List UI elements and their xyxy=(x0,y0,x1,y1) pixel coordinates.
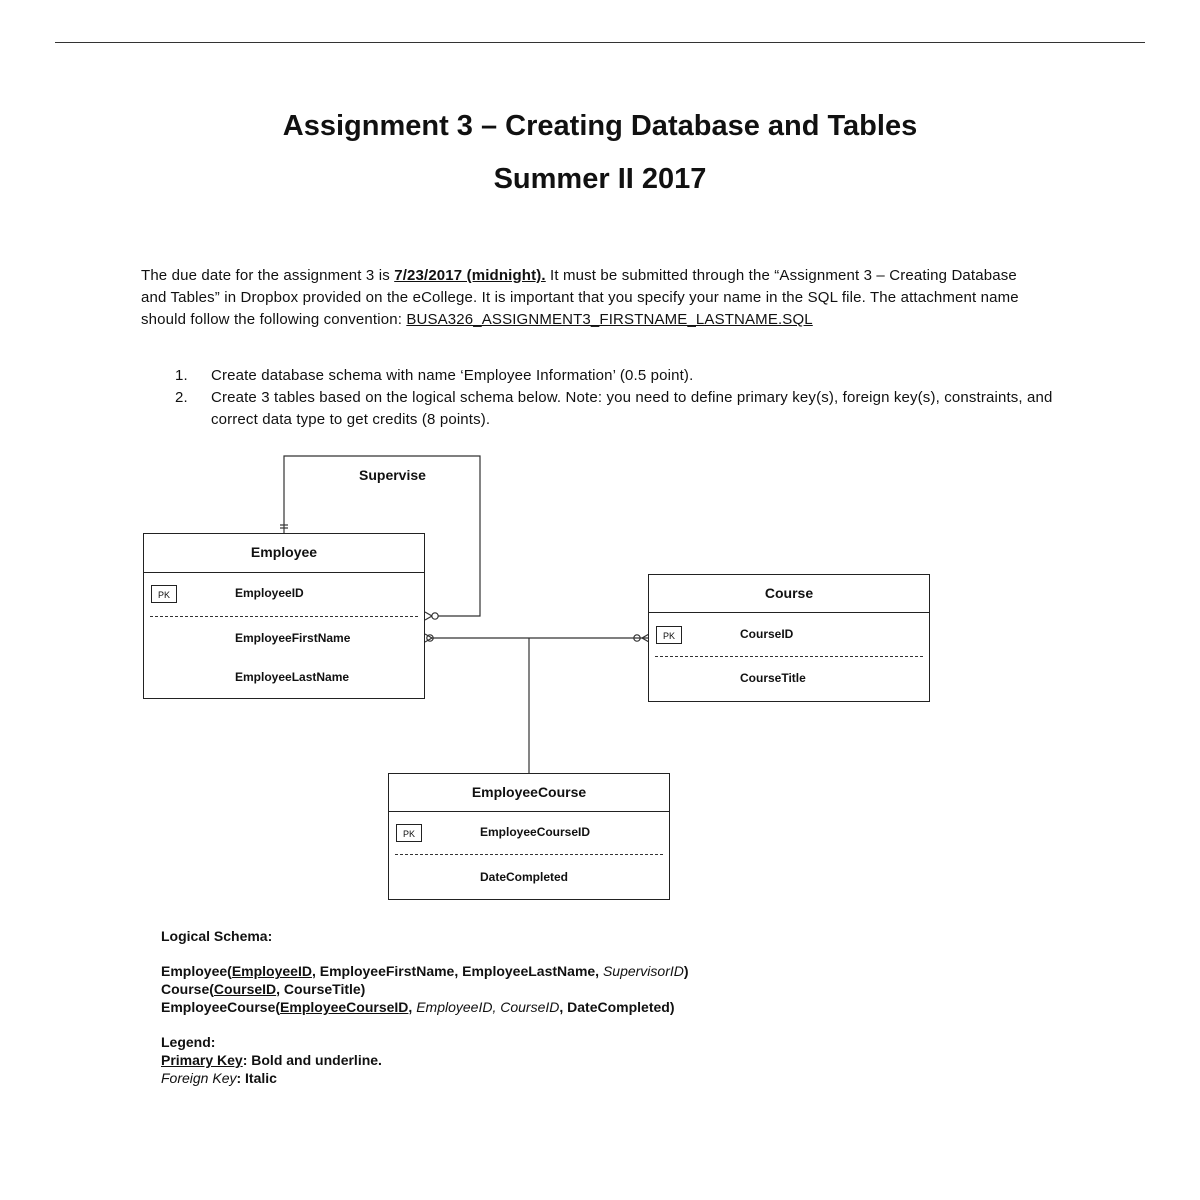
entity-divider xyxy=(389,811,669,812)
key-divider xyxy=(655,656,923,657)
primary-key: CourseID xyxy=(213,981,277,997)
primary-key: EmployeeID xyxy=(231,963,312,979)
entity-title: Employee xyxy=(250,544,318,560)
relationship-label: Supervise xyxy=(359,467,426,483)
pk-badge: PK xyxy=(656,626,682,644)
pk-badge: PK xyxy=(396,824,422,842)
crowfoot-line xyxy=(425,612,432,616)
task-text: Create database schema with name ‘Employee Information’ (0.5 point). xyxy=(211,367,694,384)
intro-text-body: It must be submitted through the “Assignment 3 – Creating Database and Tables” in Dropbox provided on the eCollege. It is important that you specify your name in the SQL file. The attachment name should follow the following convention: xyxy=(141,267,1019,328)
intro-text-start: The due date for the assignment 3 is xyxy=(141,267,395,284)
course-schema xyxy=(161,980,689,998)
legend-fk-desc: : Italic xyxy=(236,1070,277,1086)
employee-schema xyxy=(161,962,689,980)
key-divider xyxy=(395,854,663,855)
employeecourse-schema xyxy=(161,998,689,1016)
columns: , EmployeeFirstName, EmployeeLastName, xyxy=(311,963,603,979)
legend-primary-key xyxy=(161,1051,689,1069)
attachment-filename: BUSA326_ASSIGNMENT3_FIRSTNAME_LASTNAME.SQL xyxy=(406,311,813,328)
schema-heading: Logical Schema: xyxy=(161,928,273,944)
task-number: 1. xyxy=(175,367,188,384)
pk-attribute: EmployeeCourseID xyxy=(480,825,591,839)
entity-divider xyxy=(649,612,929,613)
attribute: EmployeeFirstName xyxy=(235,631,351,645)
employeecourse-entity xyxy=(388,773,670,900)
course-entity xyxy=(648,574,930,702)
pk-badge: PK xyxy=(151,585,177,603)
legend-heading: Legend: xyxy=(161,1034,216,1050)
task-number: 2. xyxy=(175,389,188,406)
document-title: Assignment 3 – Creating Database and Tables xyxy=(282,110,918,142)
due-date: 7/23/2017 (midnight). xyxy=(394,267,546,284)
optional-circle xyxy=(432,613,438,619)
entity-title: Course xyxy=(764,585,814,601)
legend-foreign-key xyxy=(161,1069,689,1087)
close-paren: ) xyxy=(683,963,689,979)
entity-divider xyxy=(144,572,424,573)
legend-pk-label: Primary Key xyxy=(161,1052,243,1068)
key-divider xyxy=(150,616,418,617)
entity-title: EmployeeCourse xyxy=(471,784,587,800)
columns: , DateCompleted) xyxy=(559,999,675,1015)
primary-key: EmployeeCourseID xyxy=(280,999,409,1015)
foreign-key: SupervisorID xyxy=(602,963,684,979)
table-name: Course( xyxy=(161,981,214,997)
attribute: CourseTitle xyxy=(740,671,806,685)
legend-pk-desc: : Bold and underline. xyxy=(242,1052,382,1068)
table-name: Employee( xyxy=(161,963,232,979)
logical-schema xyxy=(161,927,689,1087)
separator: , xyxy=(408,999,417,1015)
pk-attribute: CourseID xyxy=(740,627,794,641)
legend-fk-label: Foreign Key xyxy=(161,1070,237,1086)
employee-entity xyxy=(143,533,425,699)
document-subtitle: Summer II 2017 xyxy=(493,163,707,195)
attribute: EmployeeLastName xyxy=(235,670,350,684)
attribute: DateCompleted xyxy=(480,870,569,884)
table-name: EmployeeCourse( xyxy=(161,999,281,1015)
foreign-keys: EmployeeID, CourseID xyxy=(416,999,560,1015)
task-text: Create 3 tables based on the logical schema below. Note: you need to define primary key(s), foreign key(s), constraints, and correct data type to get credits (8 points). xyxy=(211,389,1053,428)
crowfoot-line xyxy=(425,616,432,620)
pk-attribute: EmployeeID xyxy=(235,586,304,600)
columns: , CourseTitle) xyxy=(276,981,366,997)
